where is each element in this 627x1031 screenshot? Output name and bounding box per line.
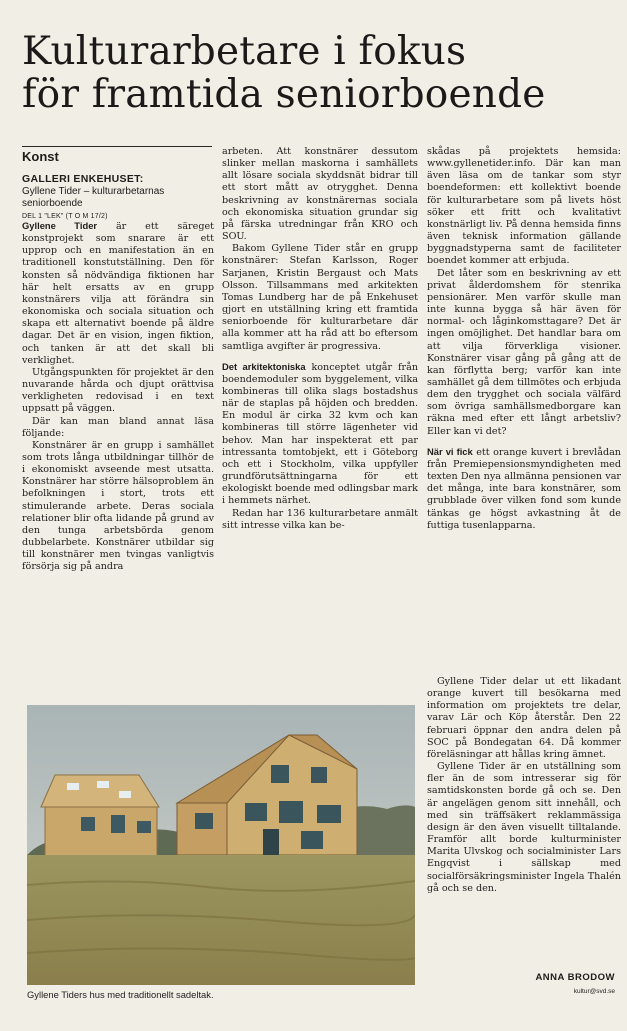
paragraph: Det låter som en beskrivning av ett privat ålderdomshem för stenrika pensionärer. Men varför skulle man inte kunna bygga så här även för normal- och låginkomsttagare? Det är ingen omöjlighet. Det handlar bara om att vilja förverkliga visioner. Konstnärer visar gång på gång att de kan förflytta berg; varför kan inte samhället gå dem tillmötes och erbjuda dem den trygghet och sociala välfärd som övriga samhällsmedborgare kan räkna med efter ett långt arbetsliv? Eller kan vi det?	[427, 267, 621, 437]
paragraph: Gyllene Tider delar ut ett likadant orange kuvert till besökarna med information om projektets tre delar, varav Lär och Köp återstår. Den 22 februari öppnar den andra delen på SOC på Bondegatan 64. Då kommer föreläsningar att hållas kring ämnet.	[427, 676, 621, 760]
grass	[27, 855, 415, 985]
article-column-3	[427, 146, 621, 532]
skylight	[67, 783, 79, 790]
window	[245, 803, 267, 821]
exhibition-dates: DEL 1 "LEK" (T O M 17/2)	[22, 213, 108, 220]
window	[317, 805, 341, 823]
window	[81, 817, 95, 831]
paragraph: Utgångspunkten för projektet är den nuvarande hårda och djupt orättvisa verkligheten redovisad i en text uppsatt på väggen.	[22, 366, 214, 415]
headline	[22, 30, 612, 116]
paragraph: skådas på projektets hemsida: www.gyllenetider.info. Där kan man även läsa om de tankar som styr boendeformen: ett kollektivt boende för kulturarbetare som på livets höst söker ett fritt och kvalitativt konstnärligt liv. På denna hemsida finns även teknisk information gällande byggnadstyperna samt de faciliteter boendet kommer att erbjuda.	[427, 146, 622, 267]
lead-in: När vi fick	[427, 445, 473, 457]
window	[311, 767, 327, 783]
paragraph: När vi fick ett orange kuvert i brevlådan från Premiepensionsmyndigheten med texten Den nya allmänna pensionen var det många, inte bara konstnärer, som grubblade över vilken fond som kunde tänkas ge högst avkastning åt de futtiga tusenlapparna.	[427, 445, 621, 531]
paragraph: Redan har 136 kulturarbetare anmält sitt intresse vilka kan be-	[222, 507, 418, 531]
window	[279, 801, 303, 823]
small-house-roof	[41, 775, 159, 807]
headline-line-2: för framtida seniorboende	[22, 72, 546, 117]
article-column-1	[22, 220, 214, 574]
paragraph: Gyllene Tider är ett säreget konstprojekt som snarare är ett upprop och en manifestation än en traditionell konstutställning. Den för konsten så nödvändiga fiktionen har här helt ersatts av en grupp konstnärers vilja att förändra sin ekonomiska och sociala situation och skapa ett alternativt boende på äldre dagar. Det är en vision, ingen fiktion, och tanken är att det skall bli verklighet.	[22, 220, 214, 366]
window	[195, 813, 213, 829]
lead-in: Gyllene Tider	[22, 220, 98, 231]
window	[137, 821, 151, 833]
paragraph: Där kan man bland annat läsa följande:	[22, 415, 214, 439]
exhibition-title: Gyllene Tider – kulturarbetarnas seniorboende	[22, 186, 165, 209]
skylight	[97, 781, 109, 788]
window	[271, 765, 289, 783]
house-photo	[27, 705, 415, 985]
article-column-3-lower	[427, 676, 621, 895]
paragraph: Det arkitektoniska konceptet utgår från boendemoduler som byggelement, vilka kombineras till olika slags bostadshus när de staplas på höjden och bredden. En modul är cirka 32 kvm och kan kombineras till större lägenheter vid behov. Man har inspekterat ett par intressanta tomtobjekt, ett i Göteborg och ett i Stockholm, vilka uppfyller grundförutsättningarna för ett ekologiskt boende med odlingsbar mark i hemmets närhet.	[222, 360, 419, 507]
headline-line-1: Kulturarbetare i fokus	[22, 29, 467, 74]
house-illustration	[27, 705, 415, 985]
exhibition-info	[22, 173, 214, 220]
gallery-name: GALLERI ENKEHUSET:	[22, 173, 144, 185]
paragraph: arbeten. Att konstnärer dessutom slinker mellan maskorna i samhällets allt lösare sociala skyddsnät bidrar till ett stort mått av otrygghet. Denna beskrivning av konstnärernas sociala och ekonomiska situation grundar sig på färska utredningar från KRO och SOU.	[222, 146, 418, 243]
author-email: kultur@svd.se	[573, 988, 615, 995]
window	[111, 815, 125, 833]
lead-in: Det arkitektoniska	[222, 360, 306, 372]
window	[301, 831, 323, 849]
paragraph: Gyllene Tider är en utställning som fler än de som intresserar sig för samtidskonsten borde gå och se. Den är angelägen genom sitt innehåll, och med sin träffsäkert reklammässiga design är den även visuellt tilltalande. Framför allt borde kulturminister Marita Ulvskog och socialminister Lars Engqvist i sällskap med socialförsäkringsminister Ingela Thalén gå och se den.	[427, 761, 621, 894]
byline: ANNA BRODOW	[535, 972, 615, 983]
photo-caption: Gyllene Tiders hus med traditionellt sadeltak.	[27, 989, 214, 1000]
article-column-2	[222, 146, 418, 532]
paragraph: Konstnärer är en grupp i samhället som trots långa utbildningar tillhör de i ekonomiskt avseende mest utsatta. Konstnärer har större hälsoproblem än befolkningen i stort, trots ett stimulerande arbete. Deras sociala relationer blir ofta lidande på grund av den tunga arbetsbörda genom dubbelarbete. Konstnärer utbildar sig till konstnärer men tvingas vanligtvis försörja sig på andra	[22, 439, 214, 573]
skylight	[119, 791, 131, 798]
section-label: Konst	[22, 146, 212, 164]
door	[263, 829, 279, 855]
paragraph: Bakom Gyllene Tider står en grupp konstnärer: Stefan Karlsson, Roger Sarjanen, Kristin Bergaust och Mats Olsson. Tillsammans med arkitekten Tomas Lundberg har de på Enkehuset gjort en utställning kring ett framtida seniorboende för kulturarbetare där alla kommer att ha råd att bo eftersom samtliga avgifter är progressiva.	[222, 243, 418, 352]
